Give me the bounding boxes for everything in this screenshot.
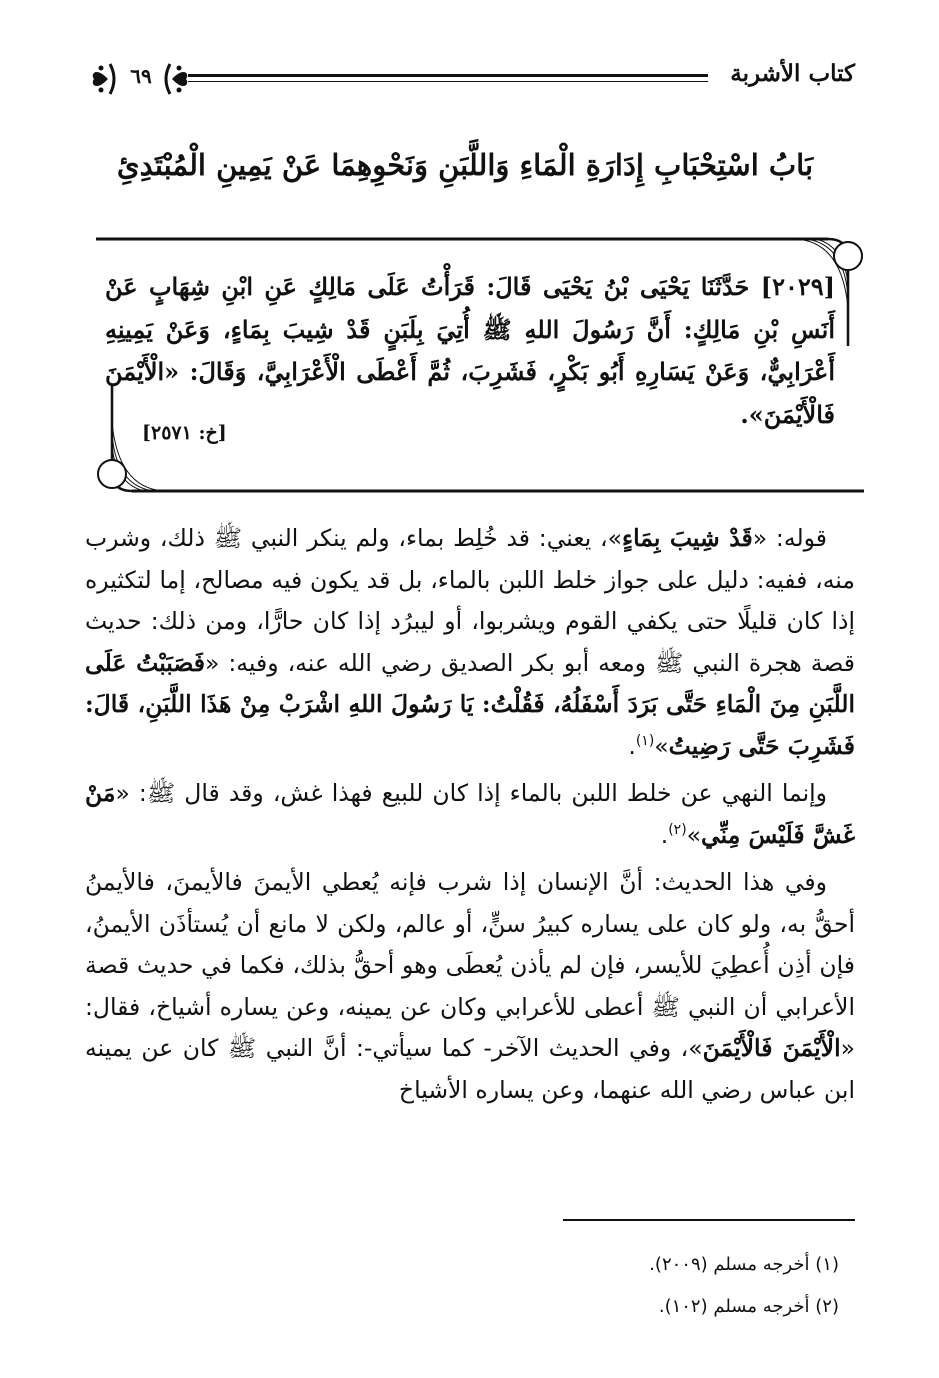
- commentary-body: [85, 518, 855, 1117]
- quoted-phrase: قَدْ شِيبَ بِمَاءٍ: [622, 524, 753, 552]
- quoted-hadith: مَنْ غَشَّ فَلَيْسَ مِنِّي: [85, 779, 855, 849]
- footnote-2: (٢) أخرجه مسلم (١٠٢).: [658, 1296, 839, 1317]
- header-rule: [188, 74, 708, 86]
- commentary-paragraph-3: وفي هذا الحديث: أنَّ الإنسان إذا شرب فإنه يُعطي الأيمنَ فالأيمنَ، فالأيمنُ أحقُّ به، ولو كان على يساره كبيرُ سنٍّ، أو عالم، ولكن لا مانع أن يُستأذَن الأيمنُ، فإن أذِن أُعطِيَ للأيسر، فإن لم يأذن يُعطَى وهو أحقُّ بذلك، فكما في حديث قصة الأعرابي أن النبي ﷺ أعطى للأعرابي وكان عن يمينه، وعن يساره أشياخ، فقال: «الْأَيْمَنَ فَالْأَيْمَنَ»، وفي الحديث الآخر- كما سيأتي-: أنَّ النبي ﷺ كان عن يمينه ابن عباس رضي الله عنهما، وعن يساره الأشياخ: [85, 868, 855, 1104]
- running-head-title: كتاب الأشربة: [730, 60, 855, 87]
- page-number: ٦٩: [130, 64, 152, 88]
- commentary-paragraph-1: قوله: «قَدْ شِيبَ بِمَاءٍ»، يعني: قد خُلِط بماء، ولم ينكر النبي ﷺ ذلك، وشرب منه، ففيه: دليل على جواز خلط اللبن بالماء، بل قد يكون فيه مصالح، إما لتكثيره إذا كان قليلًا حتى يكفي القوم ويشربوا، أو ليبرُد إذا كان حارًّا، ومن ذلك: حديث قصة هجرة النبي ﷺ ومعه أبو بكر الصديق رضي الله عنه، وفيه: «فَصَبَبْتُ عَلَى اللَّبَنِ مِنَ الْمَاءِ حَتَّى بَرَدَ أَسْفَلُهُ، فَقُلْتُ: يَا رَسُولَ اللهِ اشْرَبْ مِنْ هَذَا اللَّبَنِ، قَالَ: فَشَرِبَ حَتَّى رَضِيتُ»$^{(١)}$.: [85, 524, 855, 760]
- footnote-marker-2: (٢): [668, 821, 687, 838]
- quoted-hadith: فَصَبَبْتُ عَلَى اللَّبَنِ مِنَ الْمَاءِ حَتَّى بَرَدَ أَسْفَلُهُ، فَقُلْتُ: يَا رَسُولَ اللهِ اشْرَبْ مِنْ هَذَا اللَّبَنِ، قَالَ: فَشَرِبَ حَتَّى رَضِيتُ: [85, 648, 855, 760]
- commentary-paragraph-2: وإنما النهي عن خلط اللبن بالماء إذا كان للبيع فهذا غش، وقد قال ﷺ: «مَنْ غَشَّ فَلَيْسَ مِنِّي»$^{(٢)}$.: [85, 779, 855, 849]
- footnote-marker-1: (١): [635, 732, 655, 749]
- hadith-reference: [خ: ٢٥٧١]: [142, 422, 227, 444]
- footnote-1: (١) أخرجه مسلم (٢٠٠٩).: [649, 1254, 839, 1275]
- footnotes: [439, 1244, 839, 1328]
- chapter-title: بَابُ اسْتِحْبَابِ إِدَارَةِ الْمَاءِ وَاللَّبَنِ وَنَحْوِهِمَا عَنْ يَمِينِ الْمُبْتَدِئِ: [116, 148, 814, 182]
- footnote-separator: [563, 1219, 855, 1221]
- quoted-hadith: الْأَيْمَنَ فَالْأَيْمَنَ: [702, 1034, 841, 1062]
- hadith-text: [٢٠٢٩] حَدَّثَنَا يَحْيَى بْنُ يَحْيَى قَالَ: قَرَأْتُ عَلَى مَالِكٍ عَنِ ابْنِ شِهَابٍ عَنْ أَنَسِ بْنِ مَالِكٍ: أَنَّ رَسُولَ اللهِ ﷺ أُتِيَ بِلَبَنٍ قَدْ شِيبَ بِمَاءٍ، وَعَنْ يَمِينِهِ أَعْرَابِيٌّ، وَعَنْ يَسَارِهِ أَبُو بَكْرٍ، فَشَرِبَ، ثُمَّ أَعْطَى الْأَعْرَابِيَّ، وَقَالَ: «الْأَيْمَنَ فَالْأَيْمَنَ».: [105, 272, 835, 429]
